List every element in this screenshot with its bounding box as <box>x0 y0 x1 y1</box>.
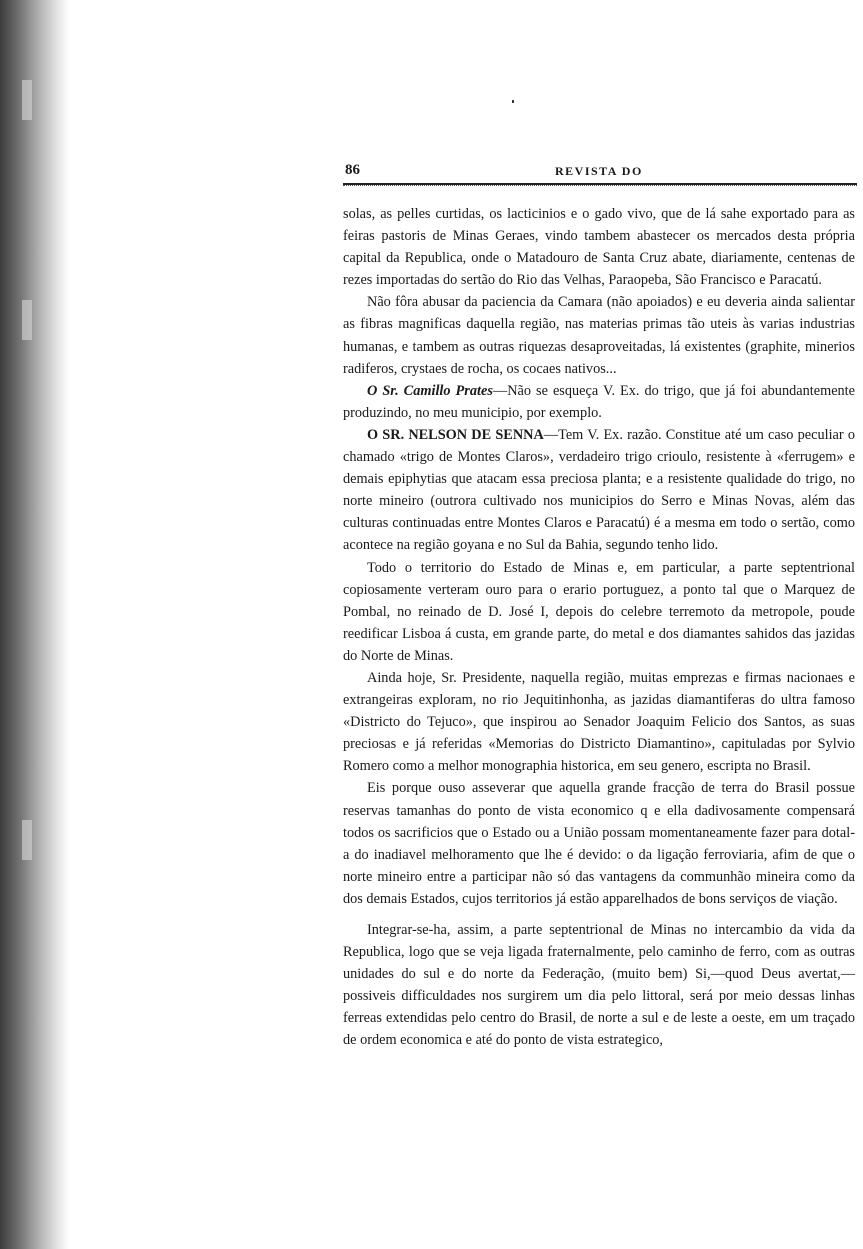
paragraph: Não fôra abusar da paciencia da Camara (não apoiados) e eu deveria ainda salientar as fibras magnificas daquella região, nas materias primas tão uteis às varias industrias humanas, e tambem as outras riquezas desaproveitadas, lá existentes (graphite, minerios radiferos, crystaes de rocha, os cocaes nativos... <box>343 294 855 377</box>
speech-text: Tem V. Ex. razão. Constitue até um caso peculiar o chamado «trigo de Montes Claros», verdadeiro trigo crioulo, resistente à «ferrugem» e demais epiphytias que atacam essa preciosa planta; e a resistente qualidade do trigo, no norte mineiro (outrora cultivado nos municipios do Serro e Minas Novas, além das culturas continuadas entre Montes Claros e Paracatú) é a mesma em todo o sertão, como acontece na região goyana e no Sul da Bahia, segundo tenho lido. <box>343 426 855 554</box>
page-number: 86 <box>345 162 360 178</box>
paragraph: solas, as pelles curtidas, os lacticinios e o gado vivo, que de lá sahe exportado para as feiras pastoris de Minas Geraes, vindo tambem abastecer os mercados desta própria capital da Republica, onde o Matadouro de Santa Cruz abate, diariamente, centenas de rezes importadas do sertão do Rio das Velhas, Paraopeba, São Francisco e Paracatú. <box>343 206 855 289</box>
paragraph: Eis porque ouso asseverar que aquella grande fracção de terra do Brasil possue reservas tamanhas do ponto de vista economico q e ella dadivosamente compensará todos os sacrificios que o Estado ou a União possam momentaneamente fazer para dotal-a do inadiavel melhoramento que lhe é devido: o da ligação ferroviaria, afim de que o norte mineiro entre a participar não só das vantagens da communhão mineira como da dos demais Estados, cujos territorios já estão apparelhados de bons serviços de viação. <box>343 780 855 907</box>
paragraph-aparte <box>343 380 855 424</box>
paper-stain <box>22 300 32 340</box>
speech-text: Não se esqueça V. Ex. do trigo, que já foi abundantemente produzindo, no meu municipio, por exemplo. <box>343 382 856 421</box>
speaker-name: O SR. NELSON DE SENNA <box>367 426 544 443</box>
paragraph: Todo o territorio do Estado de Minas e, em particular, a parte septentrional copiosamente verteram ouro para o erario portuguez, a ponto tal que o Marquez de Pombal, no reinado de D. José I, depois do celebre terremoto da metropole, poude reedificar Lisboa á custa, em grande parte, do metal e dos diamantes sahidos das jazidas do Norte de Minas. <box>343 559 855 664</box>
dash: — <box>543 426 559 443</box>
paragraph-speaker <box>343 424 855 557</box>
running-title: REVISTA DO <box>555 164 643 178</box>
page-header <box>345 162 857 184</box>
dash: — <box>492 382 508 399</box>
paragraph: Ainda hoje, Sr. Presidente, naquella região, muitas emprezas e firmas nacionaes e extrangeiras exploram, no rio Jequitinhonha, as jazidas diamantiferas do ultra famoso «Districto do Tejuco», que inspirou ao Senador Joaquim Felicio dos Santos, as suas preciosas e já referidas «Memorias do Districto Diamantino», capituladas por Sylvio Romero como a melhor monographia historica, em seu genero, escripta no Brasil. <box>343 669 855 775</box>
paper-stain <box>22 80 32 120</box>
body-text <box>343 203 855 1052</box>
paper-stain <box>22 820 32 860</box>
ink-speck <box>512 100 514 103</box>
speaker-name: O Sr. Camillo Prates <box>367 382 493 399</box>
header-rule <box>343 183 857 186</box>
paragraph: Integrar-se-ha, assim, a parte septentrional de Minas no intercambio da vida da Republica, logo que se veja ligada fraternalmente, pelo caminho de ferro, com as outras unidades do sul e do norte da Federação, (muito bem) Si,—quod Deus avertat,—possiveis difficuldades nos surgirem um dia pelo littoral, será por meio dessas linhas ferreas extendidas pelo centro do Brasil, de norte a sul e de leste a oeste, em um traçado de ordem economica e até do ponto de vista estrategico, <box>343 922 855 1049</box>
book-binding-shadow <box>0 0 70 1249</box>
